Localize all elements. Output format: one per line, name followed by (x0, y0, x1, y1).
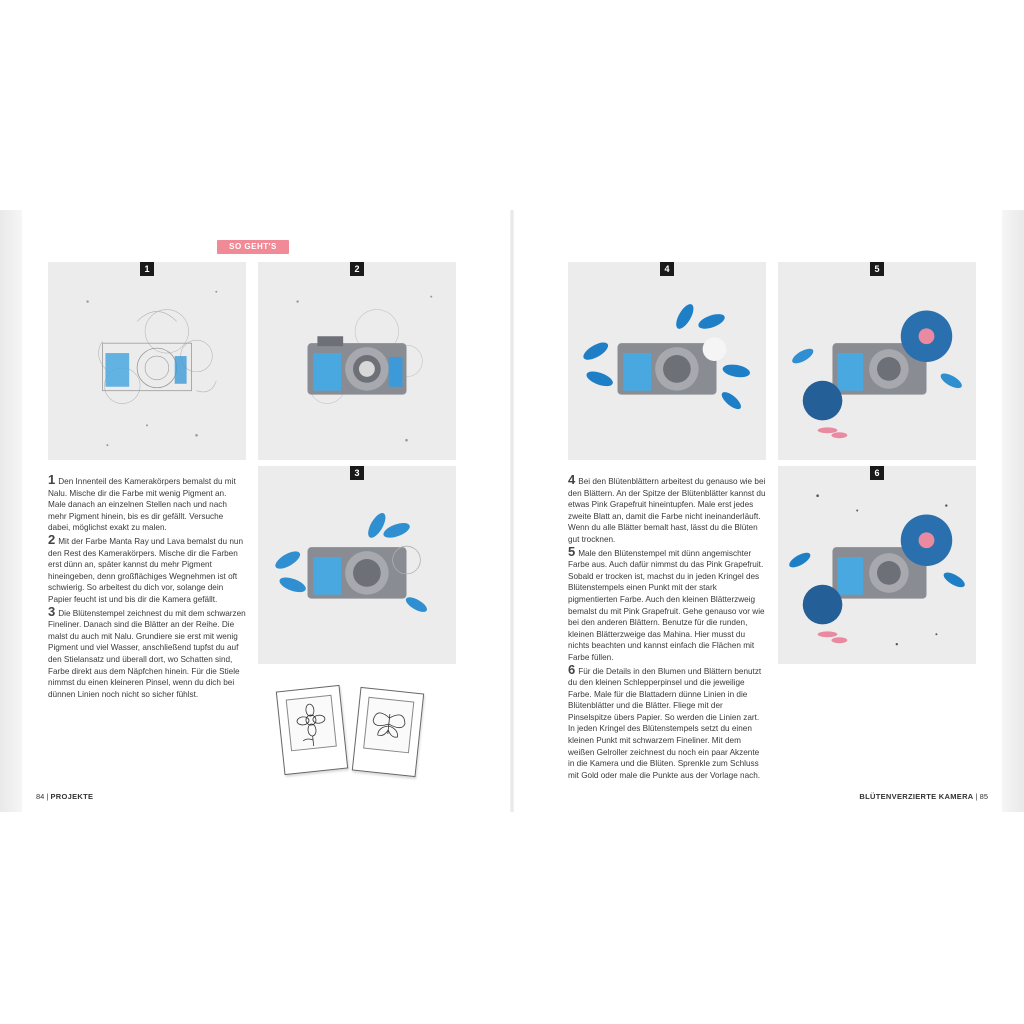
step-number-3: 3 (350, 466, 364, 480)
left-page-edge (0, 210, 22, 812)
butterfly-outline-icon (364, 698, 413, 752)
chapter-title: BLÜTENVERZIERTE KAMERA (859, 792, 974, 801)
right-steps-text (568, 474, 766, 781)
step-photo-6 (778, 466, 976, 664)
step-photo-3 (258, 466, 456, 664)
so-gehts-badge: SO GEHT'S (217, 240, 289, 254)
step-6-paragraph: 6 Für die Details in den Blumen und Blättern benutzt du den kleinen Schlepperpinsel und die jeweilige Farbe. Male für die Blattadern dünne Linien in die Blütenblätter und die Blätter. Fliege mit der Pinselspitze übers Papier. So werden die Linien zart. In jeden Kringel des Blütenstempels setzt du einen kleinen Punkt mit schwarzem Fineliner. Mit dem weißen Gelroller zeichnest du noch ein paar Akzente in die Kamera und die Blüten. Sprenkle zum Schluss mit Gold oder male die Punkte aus der Vorlage nach. (568, 661, 762, 780)
camera-leaves-flowers-illustration (568, 262, 766, 460)
polaroid-butterfly-image (363, 697, 414, 754)
camera-leaves-illustration (258, 466, 456, 664)
footer-right: BLÜTENVERZIERTE KAMERA | 85 (859, 792, 988, 801)
page-number-left: 84 (36, 792, 45, 801)
camera-sketch-illustration (48, 262, 246, 460)
section-label: PROJEKTE (50, 792, 94, 801)
camera-blue-flowers-illustration (778, 262, 976, 460)
step-1-paragraph: 1 Den Innenteil des Kamerakörpers bemalst du mit Nalu. Mische dir die Farbe mit wenig Pigment an. Male danach an einzelnen Stellen nach und nach mehr Pigment hinein, bis es dir gefällt. Versuche dabei, möglichst exakt zu malen. (48, 472, 236, 533)
step-5-paragraph: 5 Male den Blütenstempel mit dünn angemischter Farbe aus. Auch dafür nimmst du das Pink Grapefruit. Sobald er trocken ist, machst du in jeden Kringel des Blütenstempels einen Punkt mit der stark pigmentierten Farbe. Auch den kleinen Blätterzweig bemalst du mit Pink Grapefruit. Gehe genauso vor wie bei den anderen Blättern. Benutze für die runden, kleinen Blätterzweige das Mahina. Hier musst du nichts beachten und kannst einfach die Flächen mit Farbe füllen. (568, 543, 765, 662)
step-photo-2 (258, 262, 456, 460)
polaroid-template-butterfly (352, 687, 424, 777)
right-page-edge (1002, 210, 1024, 812)
flower-outline-icon (287, 696, 336, 750)
step-3-paragraph: 3 Die Blütenstempel zeichnest du mit dem schwarzen Fineliner. Danach sind die Blätter an der Reihe. Die malst du auch mit Nalu. Grundiere sie erst mit wenig Pigment und viel Wasser, anschließend tupfst du auf den Stielansatz und überall dort, wo Schatten sind, Farbe direkt aus dem Näpfchen hinein. Für die Stiele nimmst du einen kleineren Pinsel, wenn du dich bei dünnen Linien noch nicht so sicher fühlst. (48, 603, 246, 699)
page-number-right: 85 (979, 792, 988, 801)
step-number-6: 6 (870, 466, 884, 480)
step-photo-1 (48, 262, 246, 460)
polaroid-flower-image (286, 695, 337, 752)
step-2-paragraph: 2 Mit der Farbe Manta Ray und Lava bemalst du nun den Rest des Kamerakörpers. Mische dir die Farben erst dünn an, später kannst du mehr Pigment hineingeben, denn großflächiges Wegnehmen ist oft schwierig. So arbeitest du dich vor, solange dein Papier feucht ist und bis dir die Kamera gefällt. (48, 531, 244, 604)
step-number-5: 5 (870, 262, 884, 276)
step-4-paragraph: 4 Bei den Blütenblättern arbeitest du genauso wie bei den Blättern. An der Spitze der Blütenblätter kannst du etwas Pink Grapefruit hineintupfen. Male erst jedes zweite Blatt an, damit die Farbe nicht ineinanderläuft. Wenn du alle Blätter bemalt hast, lässt du die Blüten gut trocknen. (568, 472, 766, 544)
left-steps-text (48, 474, 246, 700)
footer-left: 84 | PROJEKTE (36, 792, 94, 801)
polaroid-template-flower (276, 685, 348, 775)
book-gutter (510, 210, 514, 812)
step-photo-4 (568, 262, 766, 460)
step-photo-5 (778, 262, 976, 460)
step-number-4: 4 (660, 262, 674, 276)
camera-finished-illustration (778, 466, 976, 664)
step-number-1: 1 (140, 262, 154, 276)
camera-grey-illustration (258, 262, 456, 460)
step-number-2: 2 (350, 262, 364, 276)
